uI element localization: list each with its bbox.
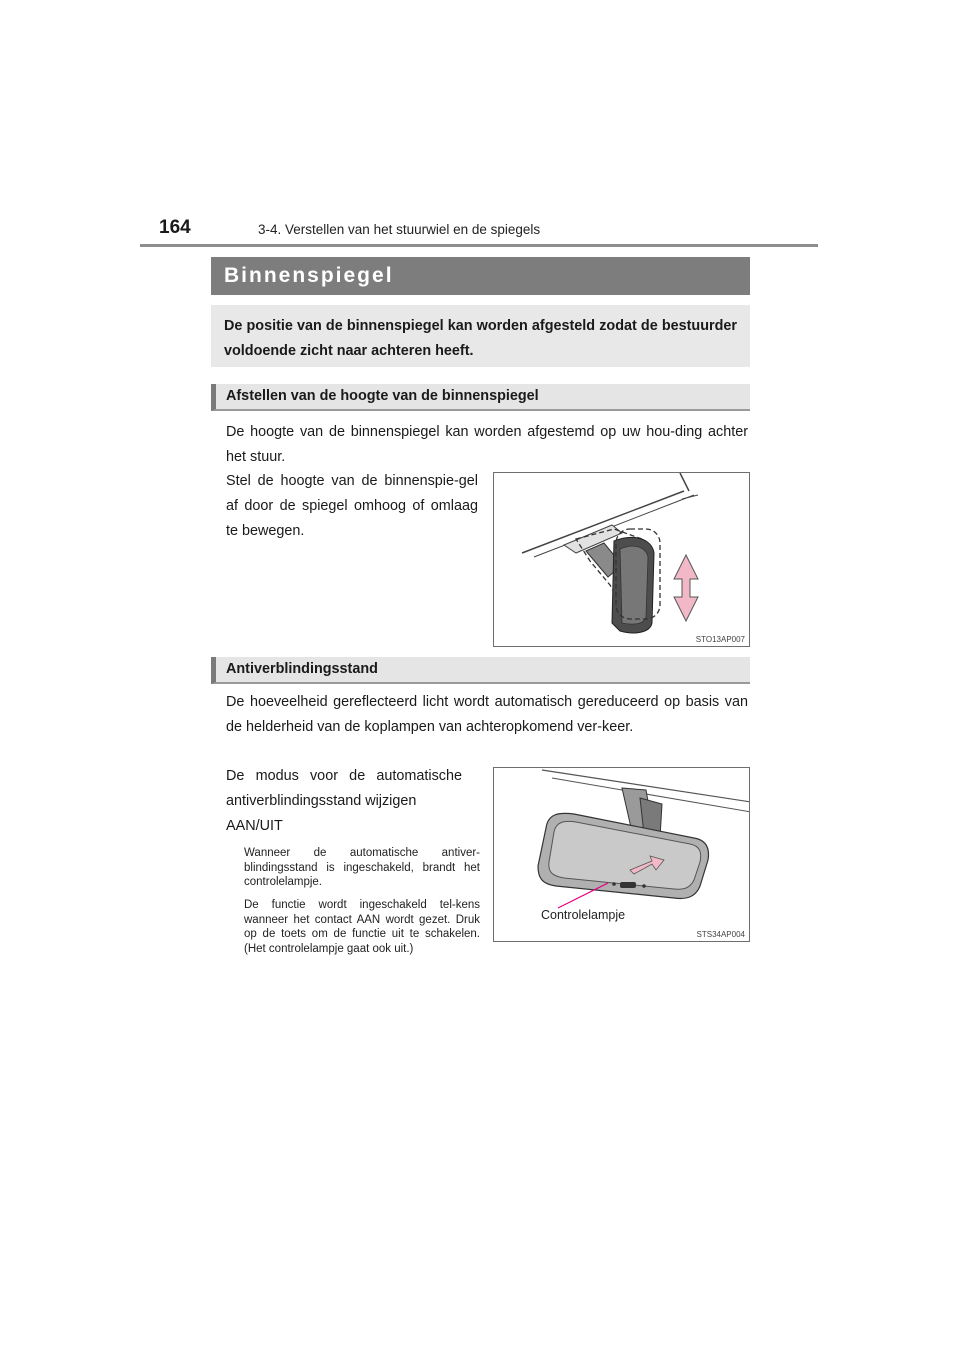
antiglare-section-paragraph: De hoeveelheid gereflecteerd licht wordt automatisch gereduceerd op basis van de helderheid van de koplampen van achteropkomend ver-keer.	[226, 694, 748, 735]
header-rule	[140, 244, 818, 247]
callout-label: Controlelampje	[541, 908, 626, 922]
antiglare-note-1: Wanneer de automatische antiver-blindingsstand is ingeschakeld, brandt het controlelampje.	[244, 847, 480, 888]
antiglare-instruction: De modus voor de automatische antiverblindingsstand wijzigen	[226, 768, 462, 809]
page-title: Binnenspiegel	[211, 257, 750, 295]
mirror-height-figure	[493, 472, 750, 647]
height-section-paragraph: De hoogte van de binnenspiegel kan worden afgestemd op uw hou-ding achter het stuur.	[226, 424, 748, 465]
height-section-heading: Afstellen van de hoogte van de binnenspiegel	[211, 384, 750, 411]
figure-code: STS34AP004	[696, 930, 745, 939]
antiglare-section-heading: Antiverblindingsstand	[211, 657, 750, 684]
mirror-height-illustration	[494, 473, 750, 647]
section-path: 3-4. Verstellen van het stuurwiel en de spiegels	[258, 222, 541, 237]
antiglare-mirror-figure	[493, 767, 750, 942]
antiglare-note-2: De functie wordt ingeschakeld tel-kens wanneer het contact AAN wordt gezet. Druk op de toets om de functie uit te schakelen. (Het controlelampje gaat ook uit.)	[244, 899, 480, 955]
antiglare-instruction-toggle: AAN/UIT	[226, 818, 283, 834]
page-number: 164	[159, 217, 191, 238]
figure-code: STO13AP007	[695, 635, 745, 644]
height-section-instruction: Stel de hoogte van de binnenspie-gel af door de spiegel omhoog of omlaag te bewegen.	[226, 473, 478, 539]
intro-box: De positie van de binnenspiegel kan worden afgesteld zodat de bestuurder voldoende zicht naar achteren heeft.	[211, 305, 750, 367]
